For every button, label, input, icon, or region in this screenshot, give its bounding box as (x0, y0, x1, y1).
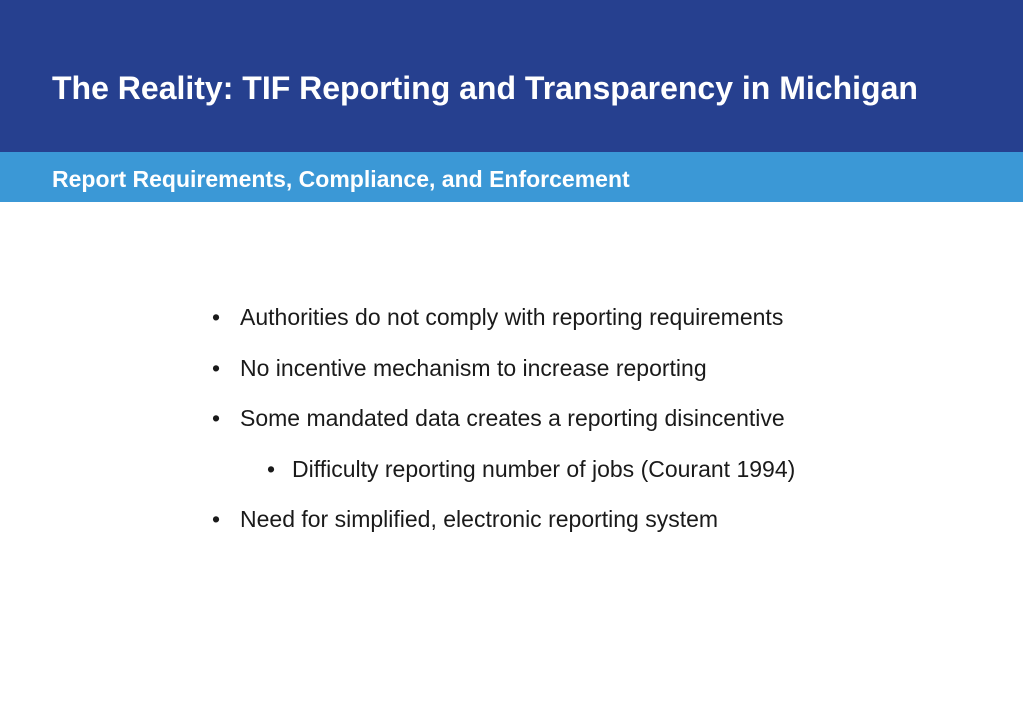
sub-bullet-text: Difficulty reporting number of jobs (Courant 1994) (292, 455, 796, 482)
bullet-text: No incentive mechanism to increase reporting (240, 354, 707, 381)
bullet-dot-icon: • (267, 455, 276, 482)
bullet-text: Need for simplified, electronic reporting system (240, 506, 719, 532)
bullet-dot-icon: • (212, 506, 221, 532)
title-banner (0, 0, 1023, 152)
bullet-dot-icon: • (212, 405, 221, 431)
slide-title: The Reality: TIF Reporting and Transparency in Michigan (52, 70, 918, 106)
bullet-dot-icon: • (212, 354, 221, 381)
subtitle-banner (0, 152, 1023, 202)
bullet-text: Some mandated data creates a reporting disincentive (240, 405, 785, 431)
bullet-text: Authorities do not comply with reporting requirements (240, 304, 784, 330)
slide-subtitle: Report Requirements, Compliance, and Enforcement (52, 166, 630, 192)
bullet-dot-icon: • (212, 304, 221, 330)
